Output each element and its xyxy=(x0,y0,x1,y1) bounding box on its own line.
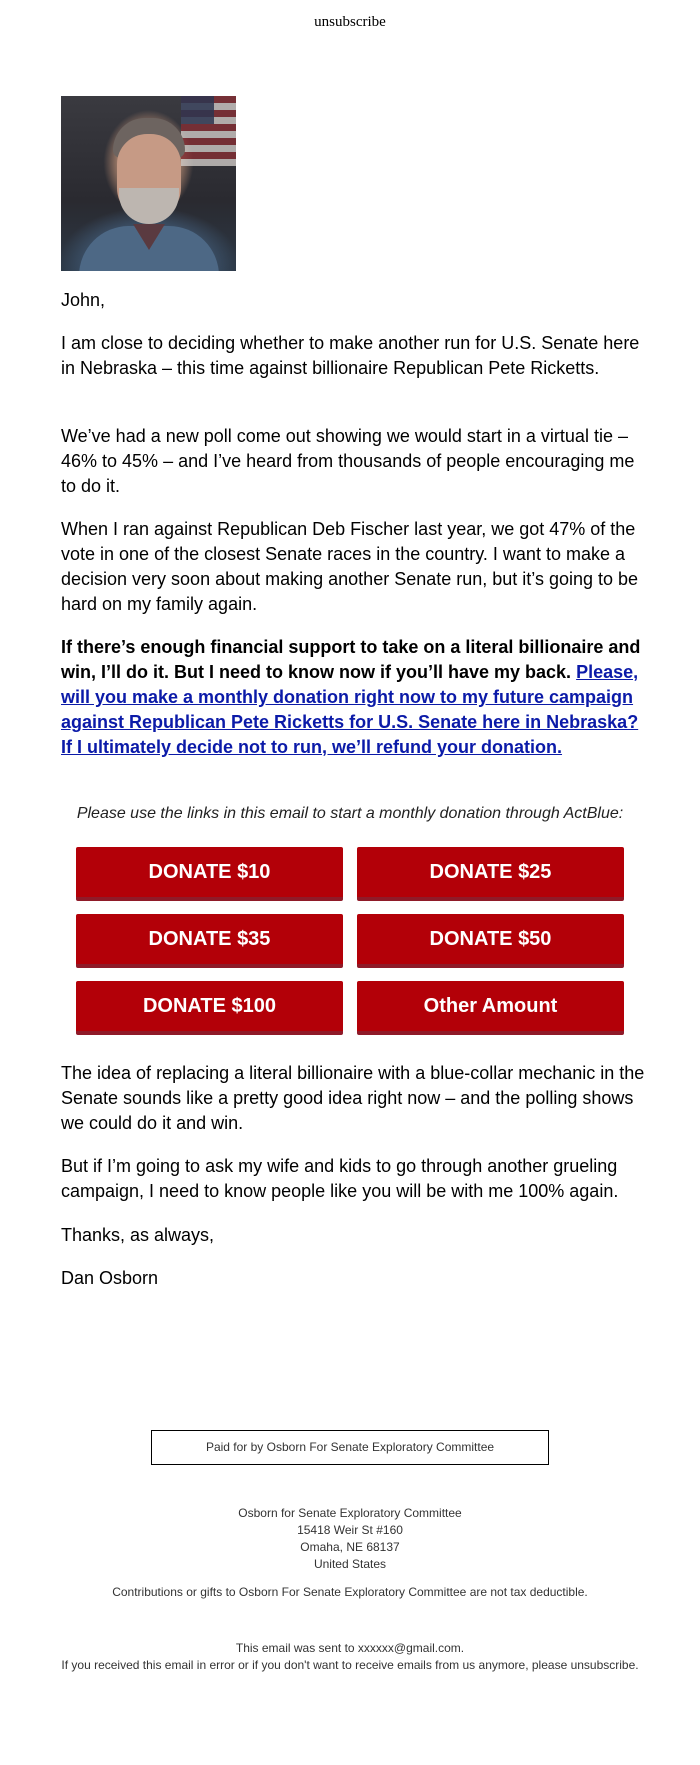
monthly-donation-link[interactable]: Please, will you make a monthly donation right now to my future campaign against Republican Pete Ricketts for U.S. Senate here in Nebraska? If I ultimately decide not to run, we’ll refund your donation. xyxy=(61,662,639,757)
footer-street: 15418 Weir St #160 xyxy=(297,1523,403,1537)
sent-to-email: xxxxxx@gmail.com xyxy=(357,1641,461,1655)
signature: Dan Osborn xyxy=(61,1268,159,1288)
footer-org: Osborn for Senate Exploratory Committee xyxy=(238,1506,462,1520)
photo-beard xyxy=(119,188,179,224)
paragraph-3: When I ran against Republican Deb Fischer last year, we got 47% of the vote in one of the closest Senate races in the country. I want to make a decision very soon about making another Senate run, but it’s going to be hard on my family again. xyxy=(61,519,639,614)
actblue-note: Please use the links in this email to start a monthly donation through ActBlue: xyxy=(76,805,624,822)
signoff: Thanks, as always, xyxy=(61,1225,215,1245)
paragraph-5: But if I’m going to ask my wife and kids to go through another grueling campaign, I need to know people like you will be with me 100% again. xyxy=(61,1156,619,1201)
photo-flag-canton xyxy=(181,96,214,124)
sent-to-prefix: This email was sent to xyxy=(235,1641,355,1655)
donate-100-button[interactable]: DONATE $100 xyxy=(76,981,343,1035)
paragraph-2: We’ve had a new poll come out showing we would start in a virtual tie – 46% to 45% – and I’ve heard from thousands of people encouraging me to do it. xyxy=(61,426,635,496)
donate-35-button[interactable]: DONATE $35 xyxy=(76,914,343,968)
greeting: John, xyxy=(61,290,106,310)
paragraph-4: The idea of replacing a literal billionaire with a blue-collar mechanic in the Senate sounds like a pretty good idea right now – and the polling shows we could do it and win. xyxy=(61,1063,645,1133)
footer-address xyxy=(0,1505,700,1573)
footer-sent-to xyxy=(0,1640,700,1657)
appeal-paragraph xyxy=(61,635,646,760)
footer-unsubscribe-note[interactable]: If you received this email in error or if you don't want to receive emails from us anymore, please unsubscribe. xyxy=(61,1658,639,1672)
donate-other-amount-button[interactable]: Other Amount xyxy=(357,981,624,1035)
donate-50-button[interactable]: DONATE $50 xyxy=(357,914,624,968)
donate-25-button[interactable]: DONATE $25 xyxy=(357,847,624,901)
paragraph-1: I am close to deciding whether to make another run for U.S. Senate here in Nebraska – this time against billionaire Republican Pete Ricketts. xyxy=(61,333,640,378)
footer-city: Omaha, NE 68137 xyxy=(300,1540,400,1554)
sent-to-suffix: . xyxy=(460,1641,465,1655)
footer-tax-note: Contributions or gifts to Osborn For Senate Exploratory Committee are not tax deductible. xyxy=(112,1585,588,1599)
donate-10-button[interactable]: DONATE $10 xyxy=(76,847,343,901)
appeal-bold-text: If there’s enough financial support to take on a literal billionaire and win, I’ll do it. But I need to know now if you’ll have my back. xyxy=(61,637,641,682)
unsubscribe-link[interactable]: unsubscribe xyxy=(314,14,386,30)
candidate-photo xyxy=(61,96,236,271)
footer-country: United States xyxy=(313,1557,387,1571)
paid-for-box: Paid for by Osborn For Senate Exploratory Committee xyxy=(151,1430,549,1465)
